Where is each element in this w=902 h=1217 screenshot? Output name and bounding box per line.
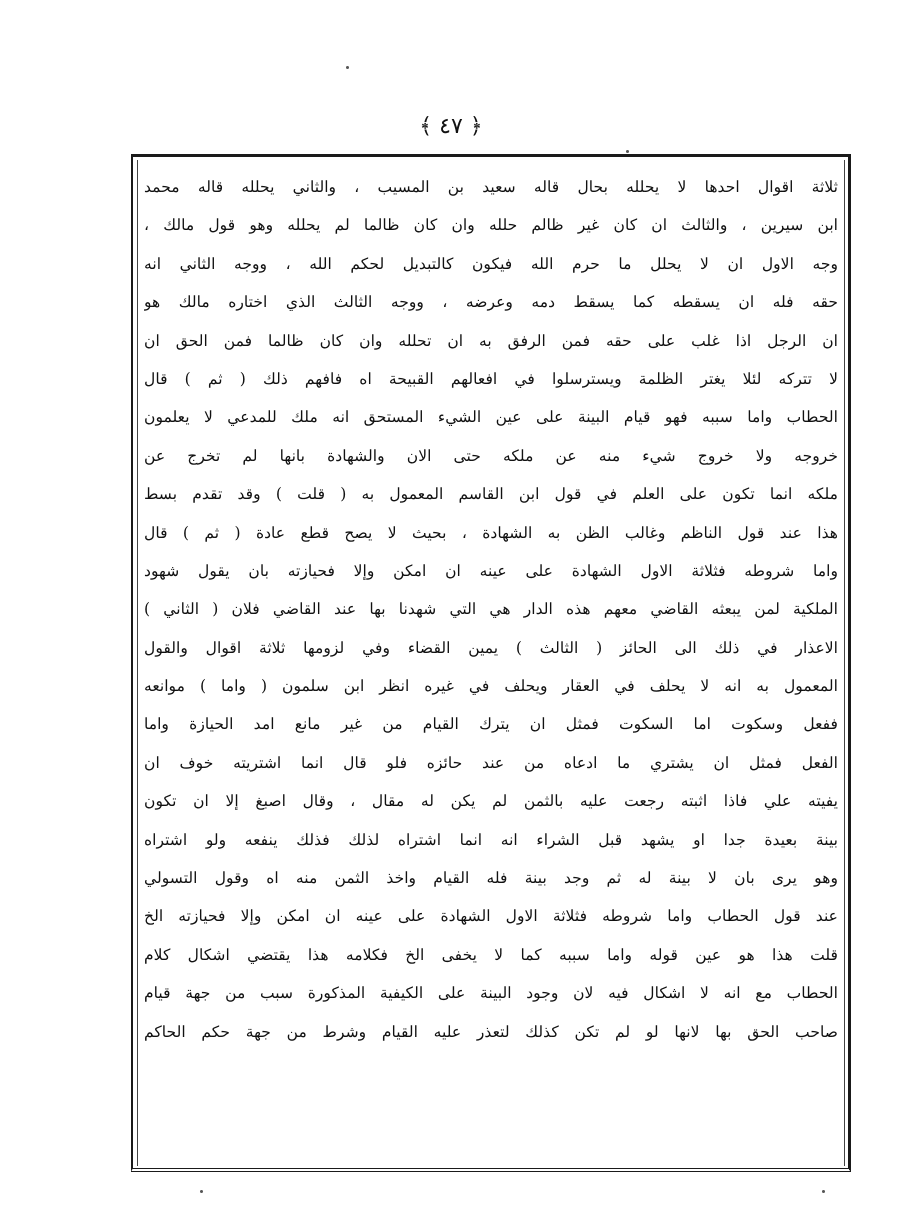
text-line: ابن سيرين ، والثالث ان كان غير ظالم حلله وان كان ظالما لم يحلله وهو قول مالك ، bbox=[144, 216, 838, 235]
text-line: ثلاثة اقوال احدها لا يحلله بحال قاله سعيد بن المسيب ، والثاني يحلله قاله محمد bbox=[144, 178, 838, 196]
text-line: ففعل وسكوت اما السكوت فمثل ان يترك القيام من غير مانع امد الحيازة واما bbox=[144, 715, 838, 734]
scan-speck bbox=[626, 150, 629, 153]
text-line: الملكية لمن يبعثه القاضي معهم هذه الدار هي التي شهدنا بها عند القاضي فلان ( الثاني ) bbox=[144, 600, 838, 619]
text-line: وهو يرى بان لا بينة له ثم وجد بينة فله القيام واخذ الثمن منه اه وقول التسولي bbox=[144, 869, 838, 888]
text-line: الاعذار في ذلك الى الحائز ( الثالث ) يمين القضاء وفي لزومها ثلاثة اقوال والقول bbox=[144, 638, 838, 657]
text-line: ملكه انما تكون على العلم في قول ابن القاسم المعمول به ( قلت ) وقد تقدم بسط bbox=[144, 485, 838, 504]
text-line: وجه الاول ان لا يحلل ما حرم الله فيكون كالتبديل لحكم الله ، ووجه الثاني انه bbox=[144, 254, 838, 273]
text-line: الحطاب مع انه لا اشكال فيه لان وجود البينة على الكيفية المذكورة سبب من جهة قيام bbox=[144, 984, 838, 1003]
text-line: واما شروطه فثلاثة الاول الشهادة على عينه ان امكن وإلا فحيازته بان يقول شهود bbox=[144, 561, 838, 580]
text-line: الفعل فمثل ان يشتري ما ادعاه من عند حائزه فلو قال انما اشتريته خوف ان bbox=[144, 753, 838, 772]
text-line: لا تتركه لئلا يغتر الظلمة ويسترسلوا في افعالهم القبيحة اه فافهم ذلك ( ثم ) قال bbox=[144, 369, 838, 388]
scan-speck bbox=[346, 66, 349, 69]
text-line: حقه فله ان يسقطه كما يسقط دمه وعرضه ، ووجه الثالث الذي اختاره مالك هو bbox=[144, 293, 838, 312]
text-line: يفيته علي فاذا اثبته رجعت عليه بالثمن لم يكن له مقال ، وقال اصبغ إلا ان تكون bbox=[144, 792, 838, 811]
text-line: قلت هذا هو عين قوله واما سببه كما لا يخفى الخ فكلامه هذا يقتضي اشكال كلام bbox=[144, 945, 838, 964]
text-line: عند قول الحطاب واما شروطه فثلاثة الاول الشهادة على عينه ان امكن وإلا فحيازته الخ bbox=[144, 907, 838, 926]
page-number: ﴿ ٤٧ ﴾ bbox=[419, 114, 483, 139]
text-line: بينة بعيدة جدا او يشهد قبل الشراء انه انما اشتراه لذلك فذلك ينفعه ولو اشتراه bbox=[144, 830, 838, 849]
scan-speck bbox=[200, 1190, 203, 1193]
text-line: صاحب الحق بها لانها لو لم تكن كذلك لتعذر عليه القيام وشرط من جهة حكم الحاكم bbox=[144, 1022, 838, 1041]
text-line: ان الرجل اذا غلب على حقه فمن الرفق به ان تحلله وان كان ظالما فمن الحق ان bbox=[144, 331, 838, 350]
text-line: المعمول به انه لا يحلف في العقار ويحلف في غيره انظر ابن سلمون ( واما ) موانعه bbox=[144, 677, 838, 696]
text-line: هذا عند قول الناظم وغالب الظن به الشهادة ، بحيث لا يصح قطع عادة ( ثم ) قال bbox=[144, 523, 838, 542]
scan-speck bbox=[822, 1190, 825, 1193]
body-text bbox=[144, 168, 838, 1051]
text-line: الحطاب واما سببه فهو قيام البينة على عين الشيء المستحق انه ملك للمدعي لا يعلمون bbox=[144, 408, 838, 427]
text-line: خروجه ولا خروج شيء منه عن ملكه حتى الان والشهادة بانها لم تخرج عن bbox=[144, 446, 838, 465]
